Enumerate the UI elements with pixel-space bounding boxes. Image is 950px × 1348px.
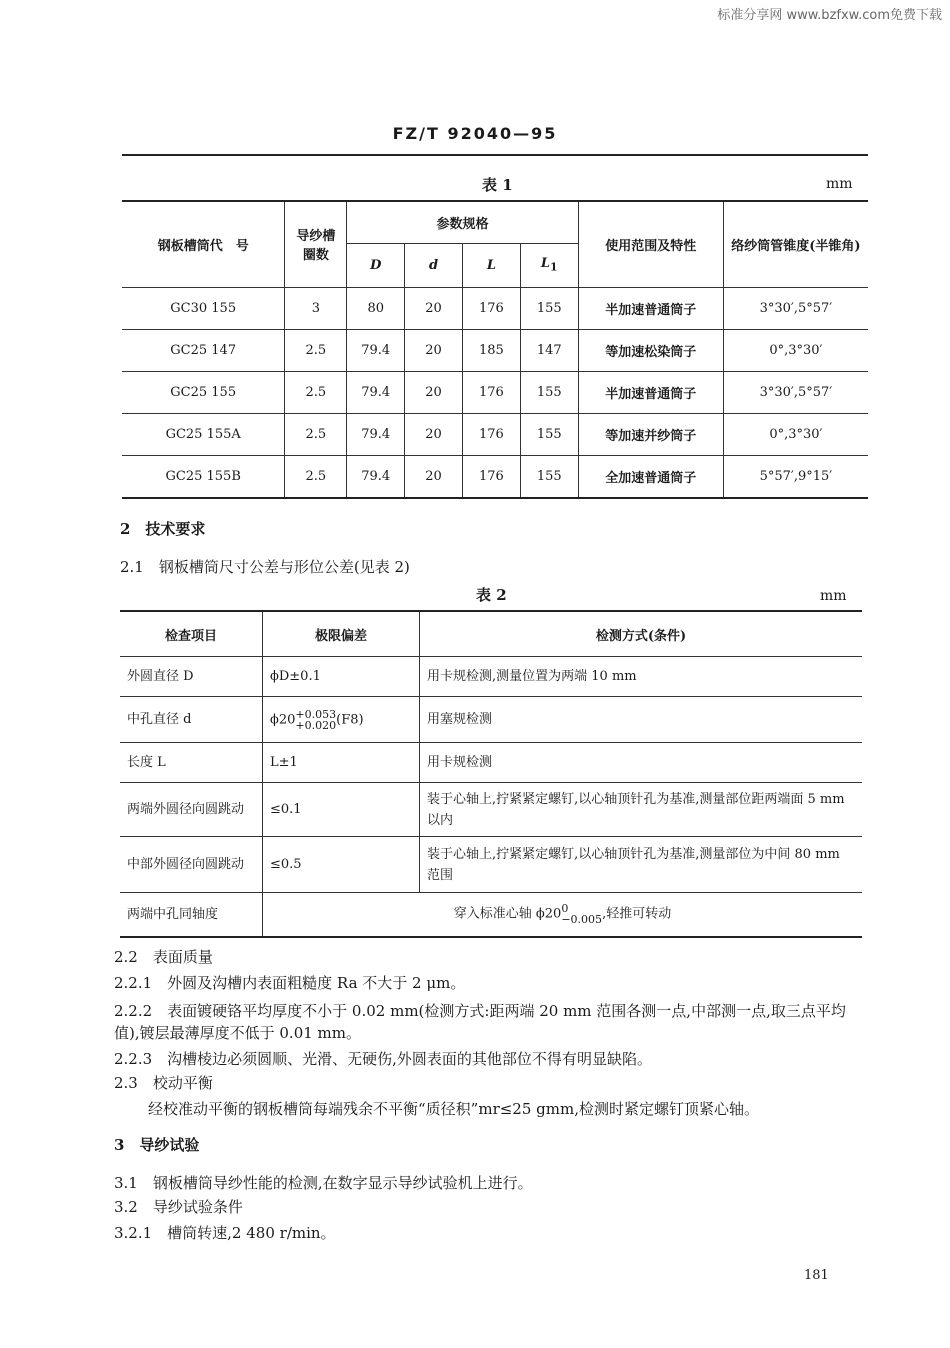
table-row: GC25 155A 2.5 79.4 20 176 155 等加速并纱筒子 0°,3°30′ [122,413,868,455]
para-2-3-body: 经校准动平衡的钢板槽筒每端残余不平衡“质径积”mr≤25 gmm,检测时紧定螺钉顶紧心轴。 [148,1100,759,1118]
t2-header-item: 检查项目 [120,611,263,657]
table2 [120,610,862,938]
t1-header-D: D [347,243,405,287]
para-2-2-2: 2.2.2 表面镀硬铬平均厚度不小于 0.02 mm(检测方式:距两端 20 mm 范围各测一点,中部测一点,取三点平均值),镀层最薄厚度不低于 0.01 mm。 [114,1002,846,1042]
t1-header-L1: $L_1$ [520,243,578,287]
page-number: 181 [804,1268,829,1283]
table-row: 外圆直径 D ϕD±0.1 用卡规检测,测量位置为两端 10 mm [120,657,862,697]
t1-header-usage: 使用范围及特性 [578,201,723,287]
table-row: GC25 155B 2.5 79.4 20 176 155 全加速普通筒子 5°57′,9°15′ [122,455,868,498]
para-3-2: 3.2 导纱试验条件 [114,1198,243,1216]
watermark: 标准分享网 www.bzfxw.com免费下载 [717,8,942,23]
table2-unit: mm [820,588,847,604]
section2-1: 2.1 钢板槽筒尺寸公差与形位公差(见表 2) [120,558,410,576]
header-rule [122,154,868,156]
table-row: 两端中孔同轴度 穿入标准心轴 ϕ200 −0.005,轻推可转动 [120,893,862,937]
para-3-2-1: 3.2.1 槽筒转速,2 480 r/min。 [114,1224,336,1242]
table1-unit: mm [826,176,853,192]
t1-header-rings: 导纱槽圈数 [285,201,347,287]
table-row: 中孔直径 d ϕ20+0.053 +0.020(F8) 用塞规检测 [120,697,862,743]
para-2-3: 2.3 校动平衡 [114,1074,213,1092]
table-row: GC25 147 2.5 79.4 20 185 147 等加速松染筒子 0°,3°30′ [122,329,868,371]
para-2-2-3: 2.2.3 沟槽棱边必须圆顺、光滑、无硬伤,外圆表面的其他部位不得有明显缺陷。 [114,1050,652,1068]
table-row: GC30 155 3 80 20 176 155 半加速普通筒子 3°30′,5°57′ [122,287,868,329]
para-2-2-1: 2.2.1 外圆及沟槽内表面粗糙度 Ra 不大于 2 μm。 [114,974,466,992]
para-2-2: 2.2 表面质量 [114,948,213,966]
t2-header-method: 检测方式(条件) [420,611,863,657]
t2-header-tolerance: 极限偏差 [263,611,420,657]
table-row: GC25 155 2.5 79.4 20 176 155 半加速普通筒子 3°30′,5°57′ [122,371,868,413]
t1-header-params: 参数规格 [347,201,578,243]
para-3-1: 3.1 钢板槽筒导纱性能的检测,在数字显示导纱试验机上进行。 [114,1174,533,1192]
t1-header-taper: 络纱筒管锥度(半锥角) [723,201,868,287]
section2-title: 2 技术要求 [120,520,206,538]
table-row: 中部外圆径向圆跳动 ≤0.5 装于心轴上,拧紧紧定螺钉,以心轴顶针孔为基准,测量部位为中间 80 mm 范围 [120,837,862,893]
document-header: FZ/T 92040—95 [392,124,558,143]
table2-caption: 表 2 [476,586,507,604]
table1 [122,200,868,499]
table-row: 两端外圆径向圆跳动 ≤0.1 装于心轴上,拧紧紧定螺钉,以心轴顶针孔为基准,测量部位距两端面 5 mm 以内 [120,783,862,837]
table1-caption: 表 1 [482,176,513,194]
t1-header-code: 钢板槽筒代 号 [122,201,285,287]
table-row: 长度 L L±1 用卡规检测 [120,743,862,783]
t1-header-L: L [462,243,520,287]
t1-header-d: d [405,243,463,287]
section3-title: 3 导纱试验 [114,1136,200,1154]
